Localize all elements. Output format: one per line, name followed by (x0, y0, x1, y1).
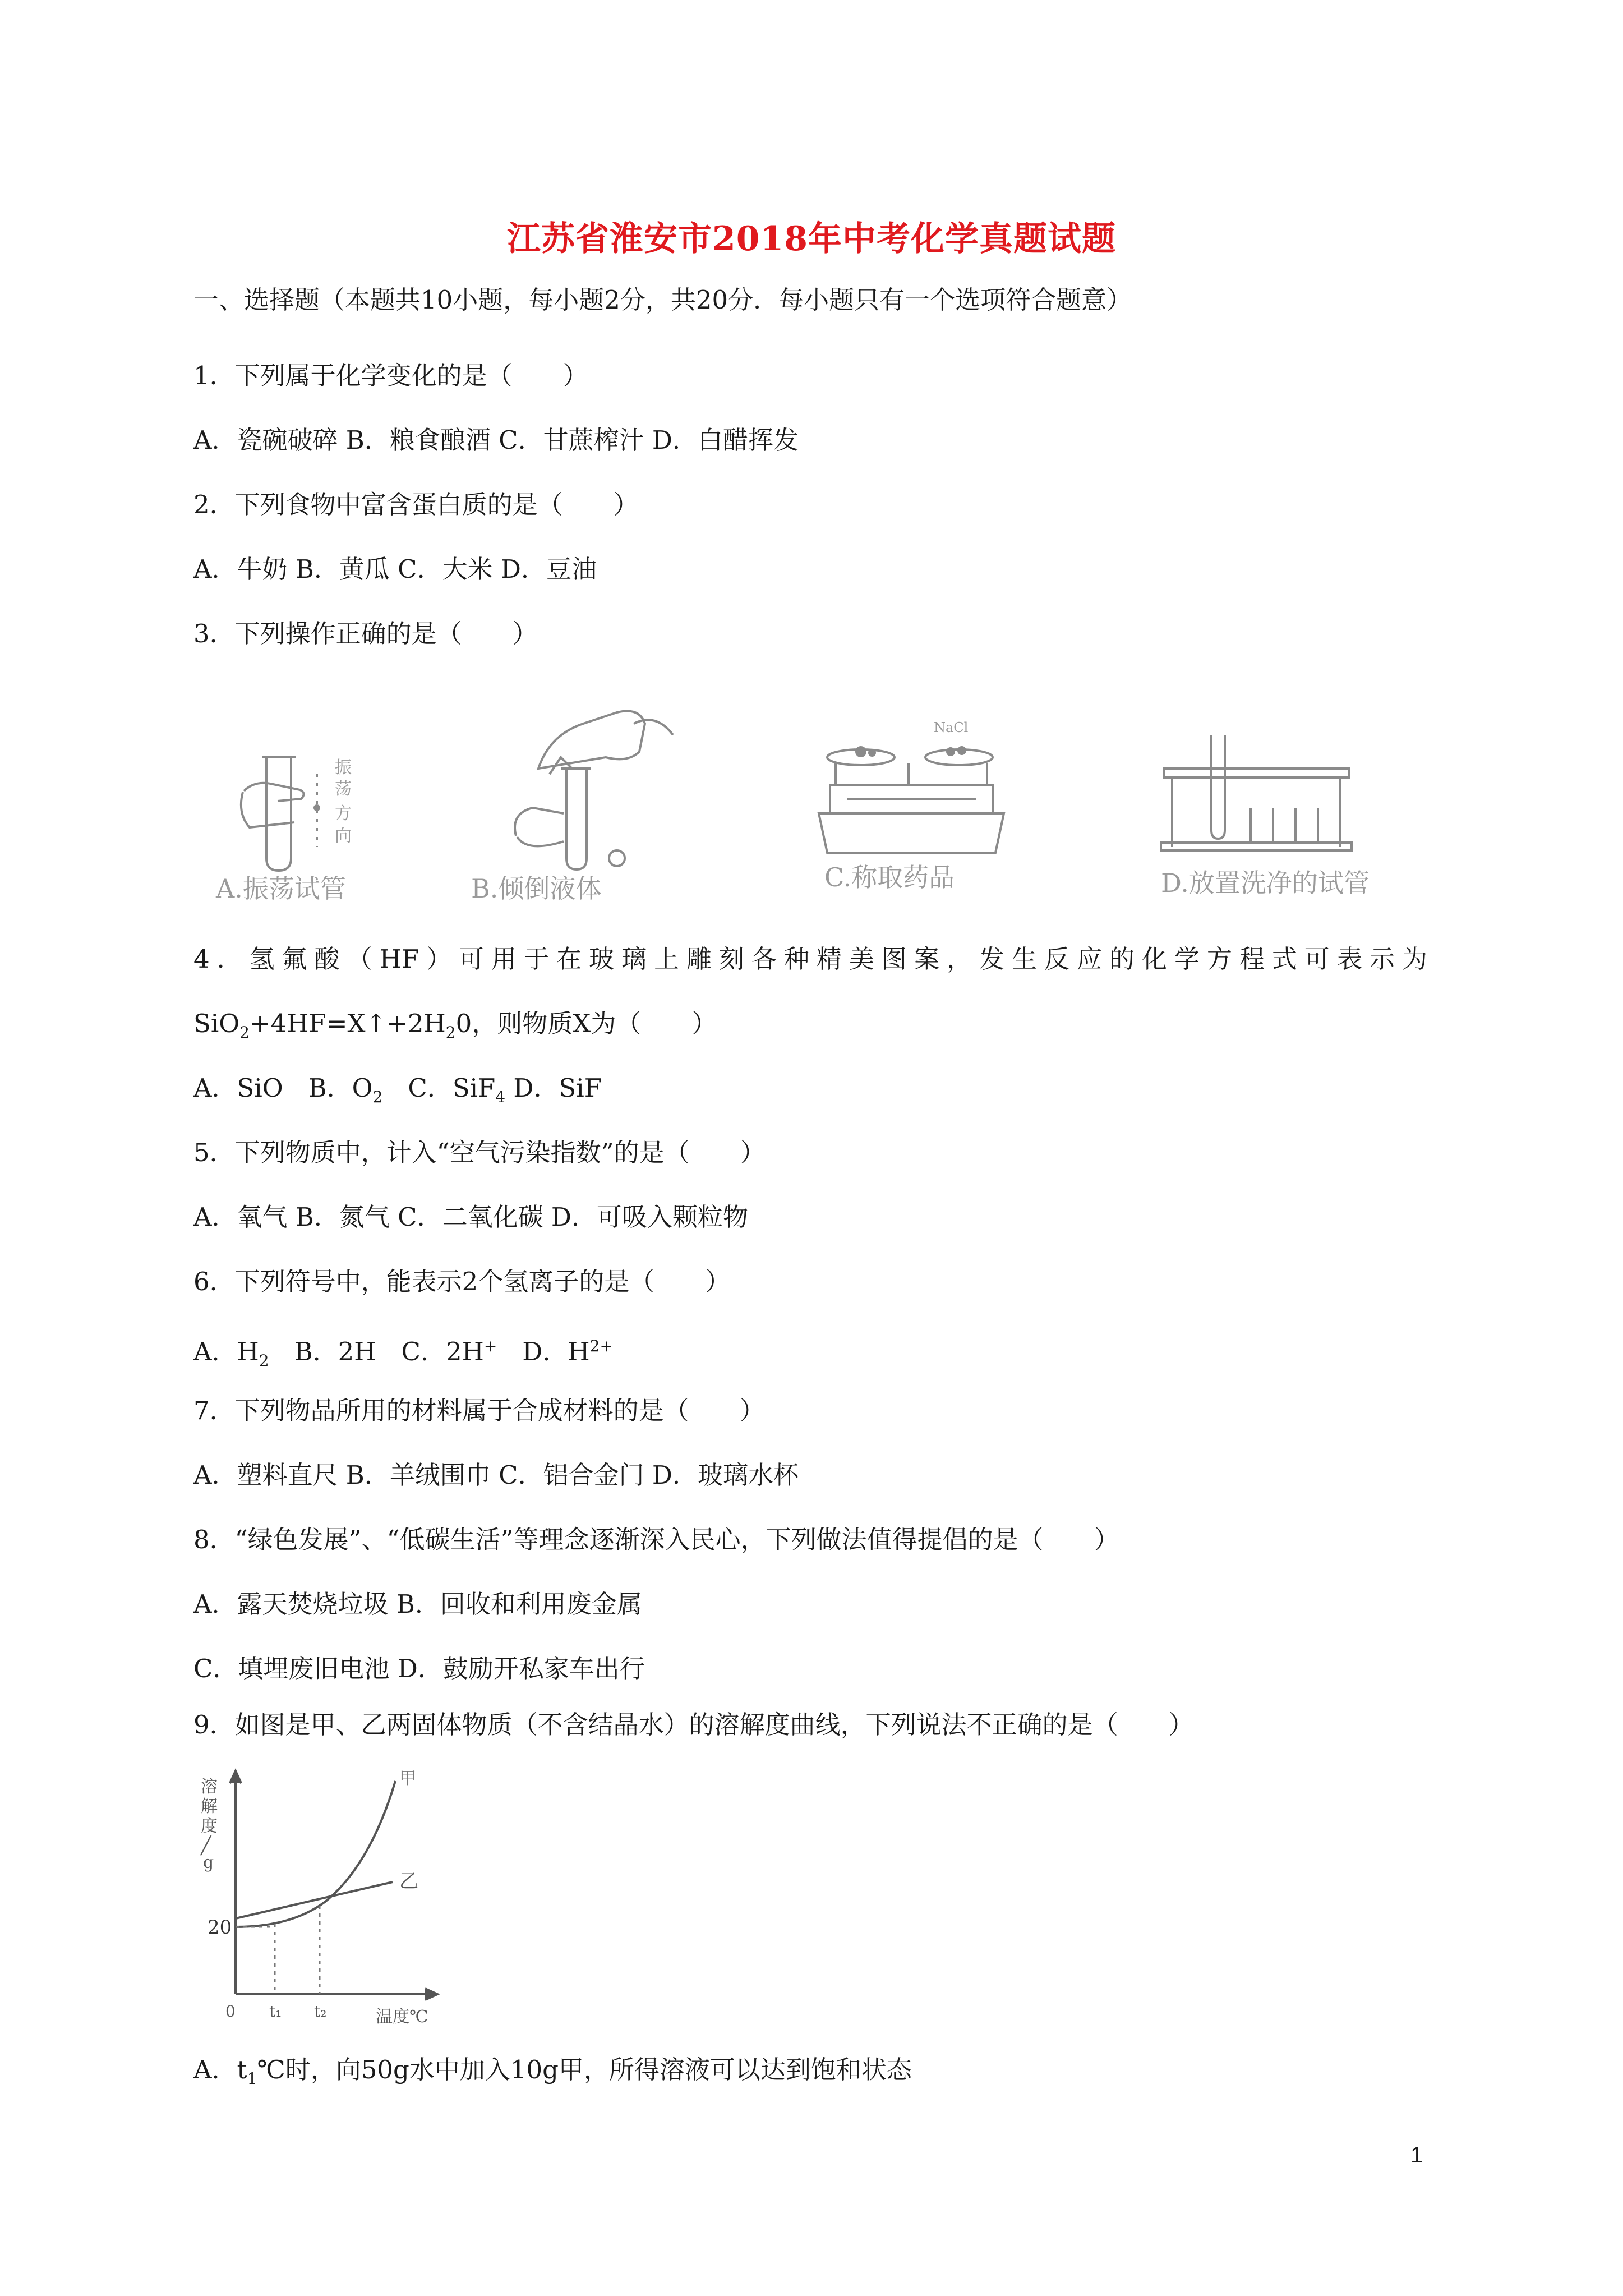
nacl-label: NaCl (934, 720, 969, 735)
q2-options: A．牛奶 B．黄瓜 C．大米 D．豆油 (193, 554, 597, 584)
y-label-3: 度 (201, 1816, 218, 1836)
caption-b: B.倾倒液体 (471, 873, 602, 904)
curve-yi-label: 乙 (399, 1870, 418, 1893)
q4-stem: 4．氢氟酸（HF）可用于在玻璃上雕刻各种精美图案，发生反应的化学方程式可表示为 (193, 944, 1427, 974)
t2-label: t₂ (314, 2002, 327, 2021)
y-label-5: g (203, 1853, 214, 1872)
origin-label: 0 (225, 2002, 236, 2021)
caption-d: D.放置洗净的试管 (1161, 868, 1370, 898)
caption-a: A.振荡试管 (216, 873, 346, 904)
q5-stem: 5．下列物质中，计入“空气污染指数”的是（ ） (193, 1138, 766, 1167)
shake-label-1: 振 (335, 758, 352, 777)
q5-options: A．氧气 B．氮气 C．二氧化碳 D．可吸入颗粒物 (193, 1202, 748, 1232)
q8-options-1: A．露天焚烧垃圾 B．回收和利用废金属 (193, 1589, 642, 1619)
figure-shake-test-tube (210, 724, 412, 914)
shake-label-3: 方 (335, 804, 352, 823)
solubility-graph (191, 1759, 449, 2028)
section-heading: 一、选择题（本题共10小题，每小题2分，共20分．每小题只有一个选项符合题意） (193, 285, 1132, 315)
q9-stem: 9．如图是甲、乙两固体物质（不含结晶水）的溶解度曲线，下列说法不正确的是（ ） (193, 1710, 1194, 1740)
caption-c: C.称取药品 (824, 862, 955, 892)
q9-option-a: A．$t_1℃$时，向50g水中加入10g甲，所得溶液可以达到饱和状态 (193, 2055, 912, 2088)
figure-balance (813, 707, 1049, 914)
q4-options: A．SiO B．$O_2$ C．SiF$_4$ D．SiF (193, 1073, 602, 1106)
page-title: 江苏省淮安市2018年中考化学真题试题 (507, 219, 1116, 259)
y-label-4: ╱ (201, 1836, 211, 1856)
q3-stem: 3．下列操作正确的是（ ） (193, 619, 538, 648)
shake-label-4: 向 (335, 826, 352, 846)
shake-label-2: 荡 (335, 779, 352, 799)
y-label-1: 溶 (201, 1777, 218, 1797)
q8-options-2: C．填埋废旧电池 D．鼓励开私家车出行 (193, 1654, 645, 1683)
y-label-2: 解 (201, 1797, 218, 1816)
q1-options: A．瓷碗破碎 B．粮食酿酒 C．甘蔗榨汁 D．白醋挥发 (193, 425, 799, 455)
q6-options: A．$H_2$ B．2H C．2H+ D．$H^{2+}$ (193, 1337, 613, 1370)
t1-label: t₁ (269, 2002, 282, 2021)
figure-pour-liquid (471, 690, 707, 914)
figure-test-tube-rack (1150, 724, 1396, 914)
y-tick-20: 20 (208, 1916, 232, 1939)
q8-stem: 8．“绿色发展”、“低碳生活”等理念逐渐深入民心，下列做法值得提倡的是（ ） (193, 1525, 1119, 1554)
q6-stem: 6．下列符号中，能表示2个氢离子的是（ ） (193, 1267, 731, 1296)
q7-options: A．塑料直尺 B．羊绒围巾 C．铝合金门 D．玻璃水杯 (193, 1460, 799, 1490)
page-number: 1 (1410, 2143, 1423, 2168)
q2-stem: 2．下列食物中富含蛋白质的是（ ） (193, 490, 639, 519)
x-axis-label: 温度℃ (376, 2007, 428, 2027)
q7-stem: 7．下列物品所用的材料属于合成材料的是（ ） (193, 1396, 765, 1425)
q4-equation: $SiO_2+4HF=X↑+2H_20$，则物质X为（ ） (193, 1009, 717, 1042)
curve-jia-label: 甲 (399, 1769, 416, 1788)
q1-stem: 1．下列属于化学变化的是（ ） (193, 361, 588, 390)
curve-jia (236, 1781, 395, 1927)
curve-yi (236, 1882, 393, 1918)
